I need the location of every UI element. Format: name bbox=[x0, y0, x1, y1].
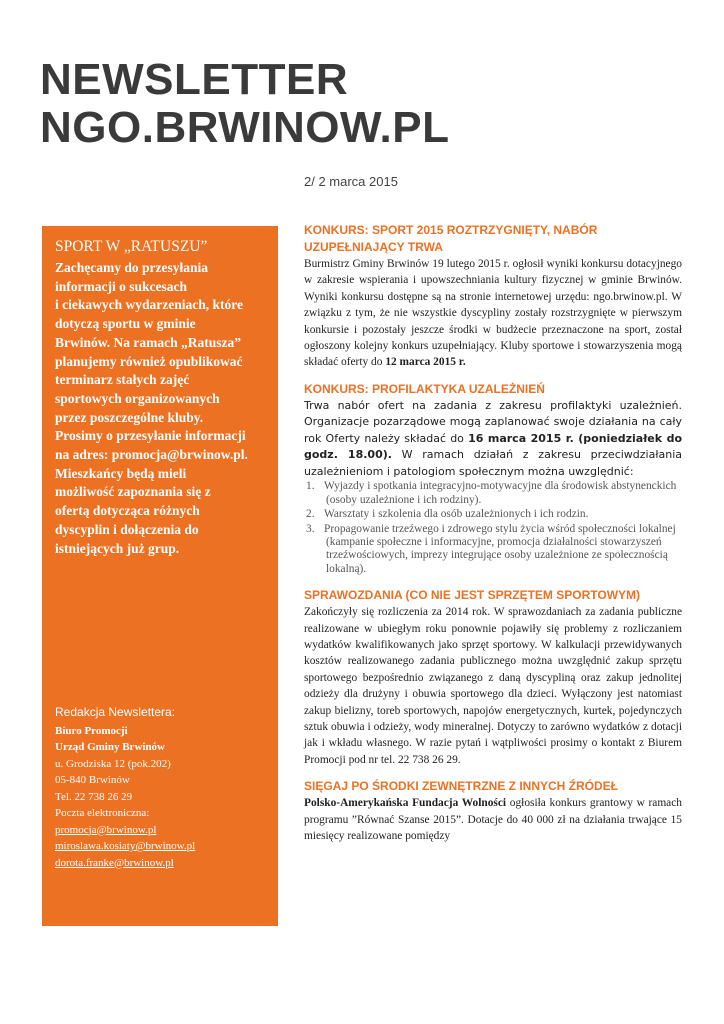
sidebar-line: Prosimy o przesyłanie informacji bbox=[55, 428, 246, 444]
main-column bbox=[304, 222, 682, 844]
section-external-funds bbox=[304, 778, 682, 844]
sidebar-line: informacji o sukcesach bbox=[55, 278, 187, 294]
list-item bbox=[306, 522, 682, 577]
newsletter-title bbox=[40, 56, 450, 152]
heading-line: KONKURS: SPORT 2015 ROZTRZYGNIĘTY, NABÓR bbox=[304, 223, 598, 237]
list-number: 2. bbox=[306, 508, 315, 521]
sidebar-line: i ciekawych wydarzeniach, które bbox=[55, 297, 243, 313]
editorial-contact bbox=[55, 704, 195, 871]
section-text bbox=[304, 398, 682, 481]
list-number: 3. bbox=[306, 522, 315, 535]
contact-phone: Tel. 22 738 26 29 bbox=[55, 790, 133, 803]
section-heading: KONKURS: PROFILAKTYKA UZALEŻNIEŃ bbox=[304, 381, 545, 396]
text-run: W ramach działań z zakresu przeciwdziałania uzależnieniom i patologiom społecznym można uwzględnić: bbox=[304, 448, 682, 478]
sidebar-line: możliwość zapoznania się z bbox=[55, 484, 211, 500]
section-sport-contest bbox=[304, 222, 682, 371]
foundation-name: Polsko-Amerykańska Fundacja Wolności bbox=[304, 797, 507, 810]
contact-address: 05-840 Brwinów bbox=[55, 774, 130, 786]
section-text bbox=[304, 795, 682, 844]
sidebar-line: przez poszczególne kluby. bbox=[55, 409, 204, 425]
contact-org: Urząd Gminy Brwinów bbox=[55, 741, 165, 753]
sidebar-line: dyscyplin i dołączenia do bbox=[55, 521, 199, 537]
sidebar-heading: SPORT W „RATUSZU” bbox=[55, 238, 208, 255]
sidebar-line: terminarz stałych zajęć bbox=[55, 372, 190, 388]
email-link[interactable]: promocja@brwinow.pl bbox=[55, 823, 157, 836]
title-line-2: NGO.BRWINOW.PL bbox=[40, 103, 450, 152]
list-text: Wyjazdy i spotkania integracyjno-motywacyjne dla środowisk abstynenckich (osoby uzależnione i ich rodziny). bbox=[324, 480, 677, 506]
heading-line: UZUPEŁNIAJĄCY TRWA bbox=[304, 240, 443, 254]
sidebar-line: Zachęcamy do przesyłania bbox=[55, 260, 208, 275]
section-reports bbox=[304, 587, 682, 768]
deadline-text: 12 marca 2015 r. bbox=[385, 356, 466, 369]
list-item bbox=[306, 480, 682, 507]
text-run: Trwa nabór ofert na zadania z zakresu profilaktyki uzależnień. Organizacje pozarządowe mogą zaplanować swoje działania na cały rok Oferty należy składać do bbox=[304, 398, 682, 445]
issue-date: 2/ 2 marca 2015 bbox=[304, 174, 398, 189]
email-link[interactable]: miroslawa.kosiaty@brwinow.pl bbox=[55, 840, 196, 852]
list-text: Propagowanie trzeźwego i zdrowego stylu życia wśród społeczności lokalnej (kampanie społeczne i informacyjne, promocja działalności stowarzyszeń trzeźwościowych, imprezy integrujące osoby uzależnione ze społecznością lokalną). bbox=[324, 522, 676, 575]
sidebar-line: sportowych organizowanych bbox=[55, 390, 220, 406]
sidebar-box bbox=[42, 226, 278, 926]
numbered-list bbox=[304, 480, 682, 576]
contact-email-label: Poczta elektroniczna: bbox=[55, 807, 150, 819]
section-text: Zakończyły się rozliczenia za 2014 rok. W sprawozdaniach za zadania publiczne realizowane w ubiegłym roku ponownie pojawiły się problemy z rozliczaniem wydatków kwalifikowanych jako sprzęt sportowy. W kalkulacji przewidywanych kosztów realizowanego zadania publicznego można uwzględnić zakup sprzętu sportowego bezpośrednio związanego z daną dyscypliną oraz zakup jednolitej odzieży dla drużyny i obuwia sportowego dla dzieci. Wyłączony jest natomiast zakup bielizny, toreb sportowych, napojów energetycznych, kurtek, pojedynczych sztuk obuwia i odzieży, wody mineralnej. Dotyczy to zarówno wydatków z dotacji jak i wkładu własnego. W razie pytań i wątpliwości prosimy o kontakt z Biurem Promocji pod nr tel. 22 738 26 29. bbox=[304, 606, 682, 766]
sidebar-body bbox=[55, 259, 266, 558]
list-number: 1. bbox=[306, 480, 315, 493]
sidebar-line: ofertą dotycząca różnych bbox=[55, 503, 200, 519]
sidebar-line: planujemy również opublikować bbox=[55, 353, 243, 369]
sidebar-line: istniejących już grup. bbox=[55, 540, 180, 556]
sidebar-line: na adres: promocja@brwinow.pl. bbox=[55, 447, 248, 463]
list-text: Warsztaty i szkolenia dla osób uzależnionych i ich rodzin. bbox=[324, 508, 589, 521]
section-heading bbox=[304, 222, 682, 256]
title-line-1: NEWSLETTER bbox=[40, 55, 349, 104]
contact-address: u. Grodziska 12 (pok.202) bbox=[55, 757, 171, 770]
contact-org: Biuro Promocji bbox=[55, 724, 128, 737]
list-item bbox=[306, 508, 682, 521]
sidebar-line: Mieszkańcy będą mieli bbox=[55, 465, 187, 481]
deadline-text: 16 marca 2015 r. (poniedziałek do godz. 18.00). bbox=[304, 431, 682, 462]
section-heading: SIĘGAJ PO ŚRODKI ZEWNĘTRZNE Z INNYCH ŹRÓDEŁ bbox=[304, 779, 619, 794]
section-heading: SPRAWOZDANIA (CO NIE JEST SPRZĘTEM SPORTOWYM) bbox=[304, 588, 641, 603]
contact-label: Redakcja Newslettera: bbox=[55, 705, 176, 719]
sidebar-line: dotyczą sportu w gminie bbox=[55, 316, 196, 332]
section-text bbox=[304, 256, 682, 371]
text-run: ogłosiła konkurs grantowy w ramach programu ”Równać Szanse 2015”. Dotacje do 40 000 zł na działania trwające 15 miesięcy realizowane pomiędzy bbox=[304, 797, 682, 843]
section-addiction-prevention bbox=[304, 381, 682, 576]
email-link[interactable]: dorota.franke@brwinow.pl bbox=[55, 856, 174, 869]
sidebar-line: Brwinów. Na ramach „Ratusza” bbox=[55, 334, 241, 350]
text-run: Burmistrz Gminy Brwinów 19 lutego 2015 r. ogłosił wyniki konkursu dotacyjnego w zakresie wspierania i upowszechniania kultury fizycznej w gminie Brwinów. Wyniki konkursu dostępne są na stronie internetowej urzędu: ngo.brwinow.pl. W związku z tym, że nie wszystkie dyscypliny zostały rozstrzygnięte w pierwszym konkursie i pozostały jeszcze środki w budżecie przeznaczone na sport, został ogłoszony kolejny konkurs uzupełniający. Kluby sportowe i stowarzyszenia mogą składać oferty do bbox=[304, 258, 682, 369]
